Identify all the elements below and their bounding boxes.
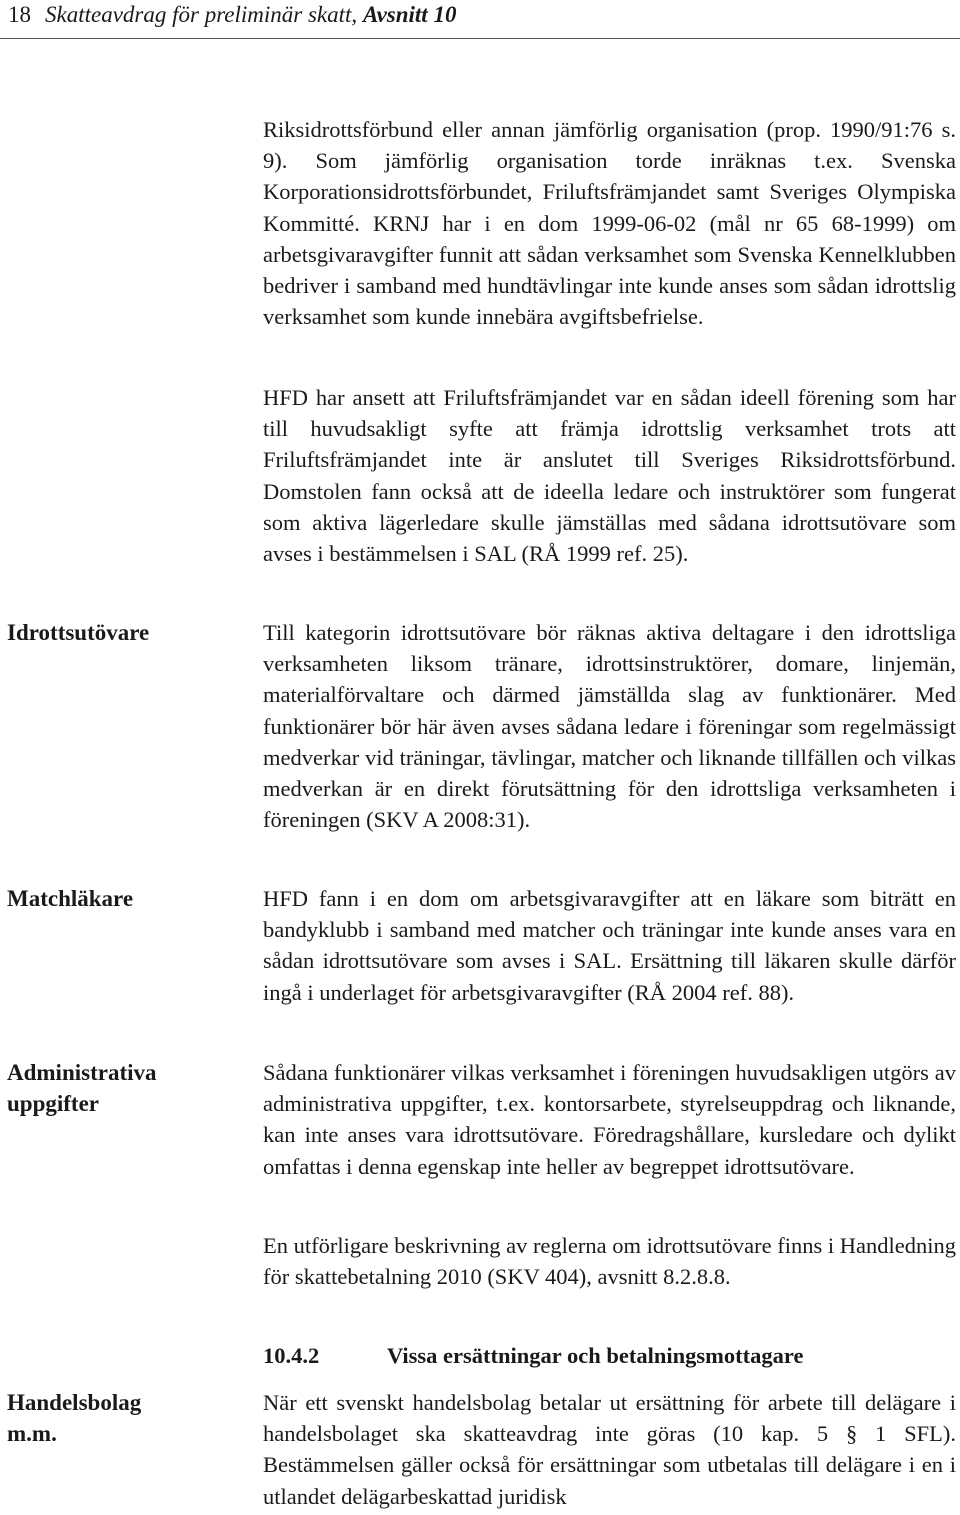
document-title: Skatteavdrag för preliminär skatt, — [45, 2, 358, 27]
paragraph-3 — [263, 617, 956, 835]
header-rule — [0, 38, 960, 39]
margin-heading-line: m.m. — [7, 1421, 57, 1446]
subsection-number: 10.4.2 — [263, 1343, 320, 1368]
paragraph-5 — [263, 1057, 956, 1182]
paragraph-text: Sådana funktionärer vilkas verksamhet i föreningen huvudsakligen utgörs av administrativa uppgifter, t.ex. kontorsarbete, styrelseuppdrag och liknande, kan inte anses vara idrottsutövare. Föredragshållare, kursledare och dylikt omfattas i denna egenskap inte heller av begreppet idrottsutövare. — [263, 1060, 956, 1179]
page-header — [8, 0, 948, 36]
margin-heading-idrottsutovare: Idrottsutövare — [7, 620, 150, 645]
paragraph-text: Till kategorin idrottsutövare bör räknas aktiva deltagare i den idrottsliga verksamheten liksom tränare, idrottsinstruktörer, domare, linjemän, materialförvaltare och därmed jämställda slag av funktionärer. Med funktionärer bör här även avses sådana ledare i föreningar som regelmässigt medverkar vid träningar, tävlingar, matcher och liknande tillfällen och vilkas medverkan är en direkt förutsättning för den idrottsliga verksamheten i föreningen (SKV A 2008:31). — [263, 620, 956, 833]
paragraph-text: När ett svenskt handelsbolag betalar ut ersättning för arbete till delägare i handelsbolaget ska skatteavdrag inte göras (10 kap. 5 § 1 SFL). Bestämmelsen gäller också för ersättningar som utbetalas till delägare i en i utlandet delägarbeskattad juridisk — [263, 1390, 956, 1509]
paragraph-4 — [263, 883, 956, 1008]
margin-heading-line: Administrativa — [7, 1060, 157, 1085]
margin-heading-line: uppgifter — [7, 1091, 99, 1116]
paragraph-text: En utförligare beskrivning av reglerna om idrottsutövare finns i Handledning för skattebetalning 2010 (SKV 404), avsnitt 8.2.8.8. — [263, 1233, 956, 1290]
paragraph-7 — [263, 1387, 956, 1512]
margin-heading-line: Handelsbolag — [7, 1390, 142, 1415]
margin-heading-administrativa — [7, 1057, 247, 1119]
paragraph-text: HFD fann i en dom om arbetsgivaravgifter att en läkare som biträtt en bandyklubb i samband med matcher och träningar inte kunde anses vara en sådan idrottsutövare som avses i SAL. Ersättning till läkaren skulle därför ingå i underlaget för arbetsgivaravgifter (RÅ 2004 ref. 88). — [263, 886, 956, 1005]
margin-heading-handelsbolag — [7, 1387, 247, 1449]
paragraph-text: HFD har ansett att Friluftsfrämjandet var en sådan ideell förening som har till huvudsakligt syfte att främja idrottslig verksamhet trots att Friluftsfrämjandet inte är anslutet till Sveriges Riksidrottsförbund. Domstolen fann också att de ideella ledare och instruktörer som fungerat som aktiva lägerledare skulle jämställas med sådana idrottsutövare som avses i bestämmelsen i SAL (RÅ 1999 ref. 25). — [263, 385, 956, 567]
page-number: 18 — [8, 2, 31, 27]
subsection-title: Vissa ersättningar och betalningsmottagare — [387, 1343, 804, 1368]
section-label: Avsnitt 10 — [362, 2, 457, 27]
paragraph-6 — [263, 1230, 956, 1292]
paragraph-1 — [263, 114, 956, 332]
paragraph-2 — [263, 382, 956, 569]
paragraph-text: Riksidrottsförbund eller annan jämförlig organisation (prop. 1990/91:76 s. 9). Som jämförlig organisation torde inräknas t.ex. Svenska Korporationsidrottsförbundet, Friluftsfrämjandet samt Sveriges Olympiska Kommitté. KRNJ har i en dom 1999-06-02 (mål nr 65 68-1999) om arbetsgivaravgifter funnit att sådan verksamhet som Svenska Kennelklubben bedriver i samband med hundtävlingar inte kunde anses som sådan idrottslig verksamhet som kunde innebära avgiftsbefrielse. — [263, 117, 956, 330]
margin-heading-matchlakare: Matchläkare — [7, 886, 134, 911]
subsection-heading — [263, 1340, 956, 1371]
